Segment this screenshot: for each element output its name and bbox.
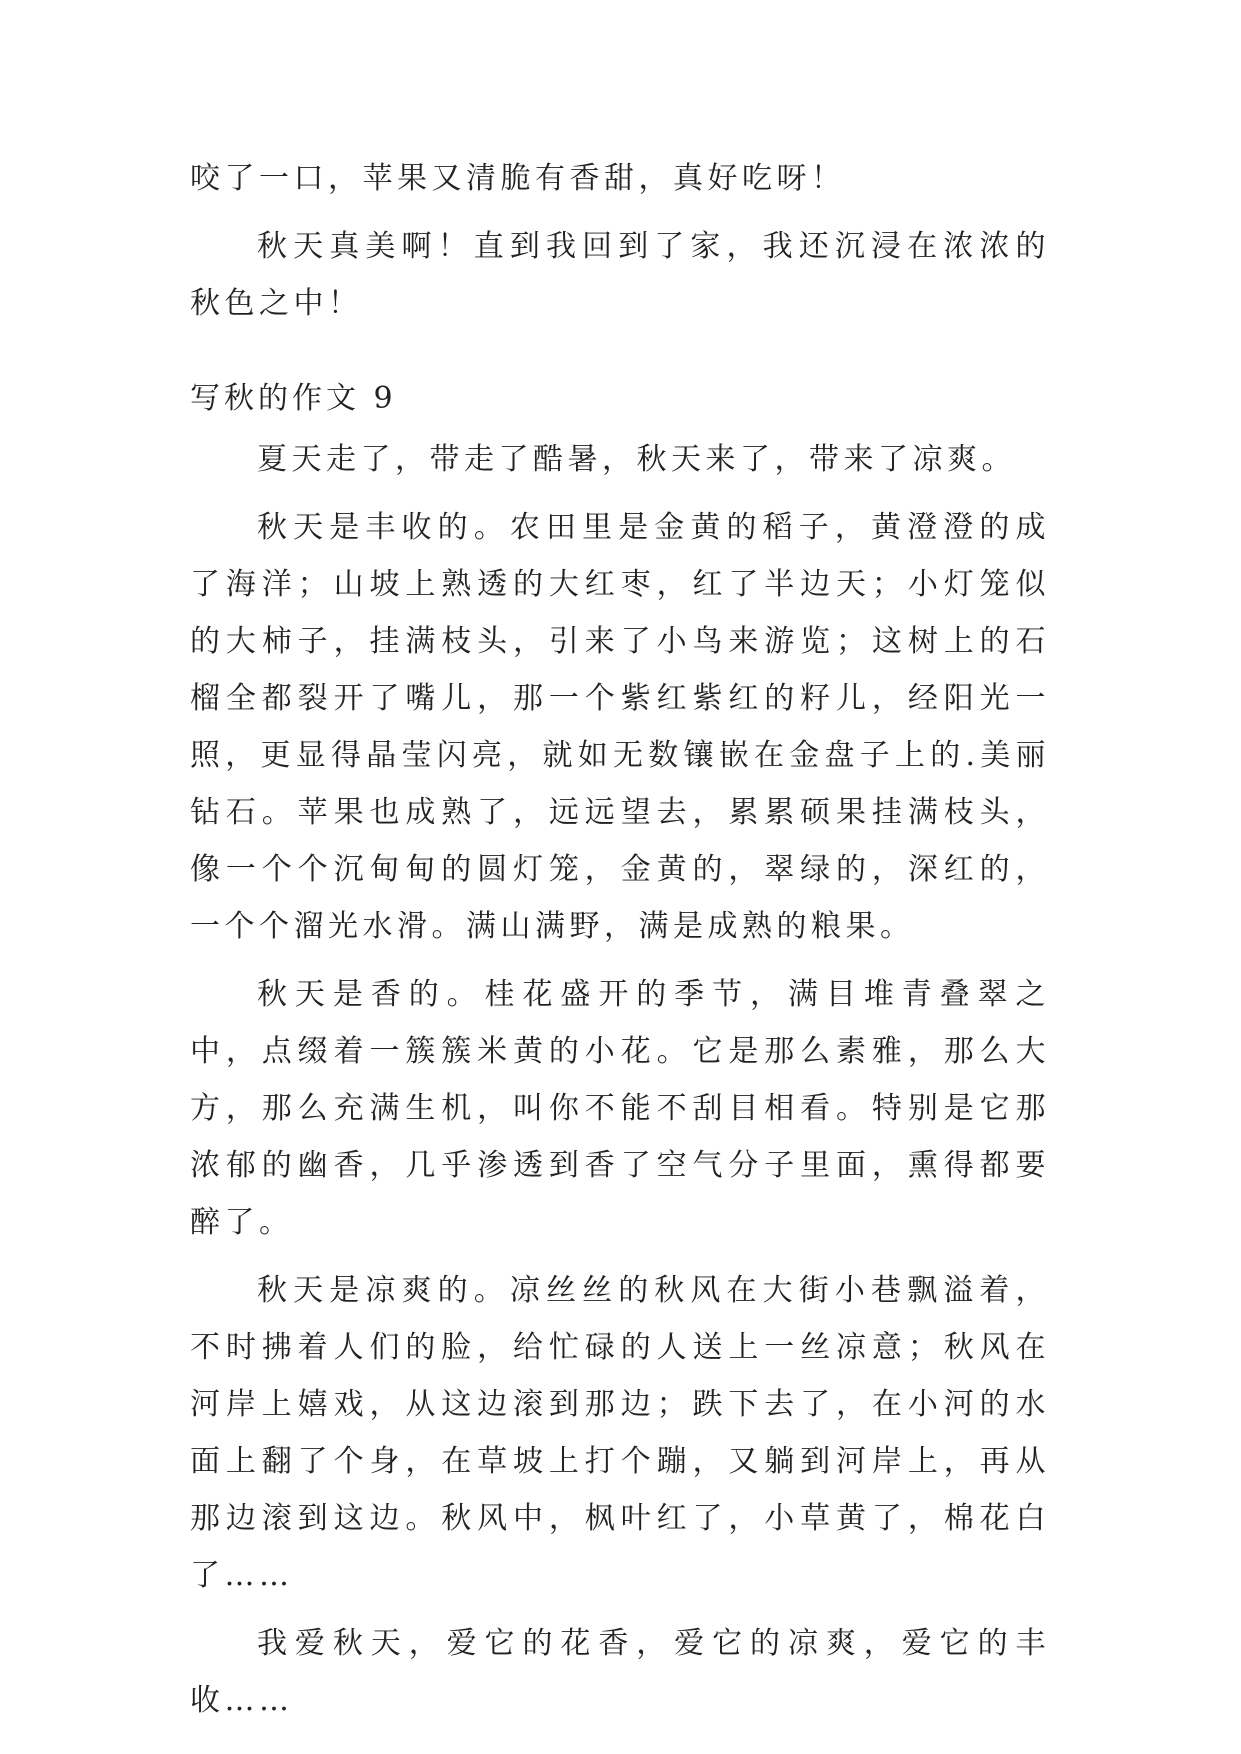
body-paragraph: 秋天是丰收的。农田里是金黄的稻子，黄澄澄的成了海洋；山坡上熟透的大红枣，红了半边天；小灯笼似的大柿子，挂满枝头，引来了小鸟来游览；这树上的石榴全都裂开了嘴儿，那一个紫红紫红的籽儿，经阳光一照，更显得晶莹闪亮，就如无数镶嵌在金盘子上的.美丽钻石。苹果也成熟了，远远望去，累累硕果挂满枝头，像一个个沉甸甸的圆灯笼，金黄的，翠绿的，深红的，一个个溜光水滑。满山满野，满是成熟的粮果。 <box>190 510 1050 944</box>
closing-paragraph: 秋天真美啊！直到我回到了家，我还沉浸在浓浓的秋色之中！ <box>190 229 1050 321</box>
body-paragraph: 秋天是香的。桂花盛开的季节，满目堆青叠翠之中，点缀着一簇簇米黄的小花。它是那么素雅，那么大方，那么充满生机，叫你不能不刮目相看。特别是它那浓郁的幽香，几乎渗透到香了空气分子里面，熏得都要醉了。 <box>190 977 1050 1240</box>
section-title: 写秋的作文 9 <box>190 381 397 416</box>
body-paragraph: 我爱秋天，爱它的花香，爱它的凉爽，爱它的丰收…… <box>190 1626 1050 1718</box>
document-body <box>190 150 1050 1740</box>
body-paragraph: 秋天是凉爽的。凉丝丝的秋风在大街小巷飘溢着，不时拂着人们的脸，给忙碌的人送上一丝凉意；秋风在河岸上嬉戏，从这边滚到那边；跌下去了，在小河的水面上翻了个身，在草坡上打个蹦，又躺到河岸上，再从那边滚到这边。秋风中，枫叶红了，小草黄了，棉花白了…… <box>190 1273 1050 1593</box>
body-paragraph: 夏天走了，带走了酷暑，秋天来了，带来了凉爽。 <box>257 442 1016 477</box>
continued-paragraph: 咬了一口，苹果又清脆有香甜，真好吃呀！ <box>190 161 846 196</box>
